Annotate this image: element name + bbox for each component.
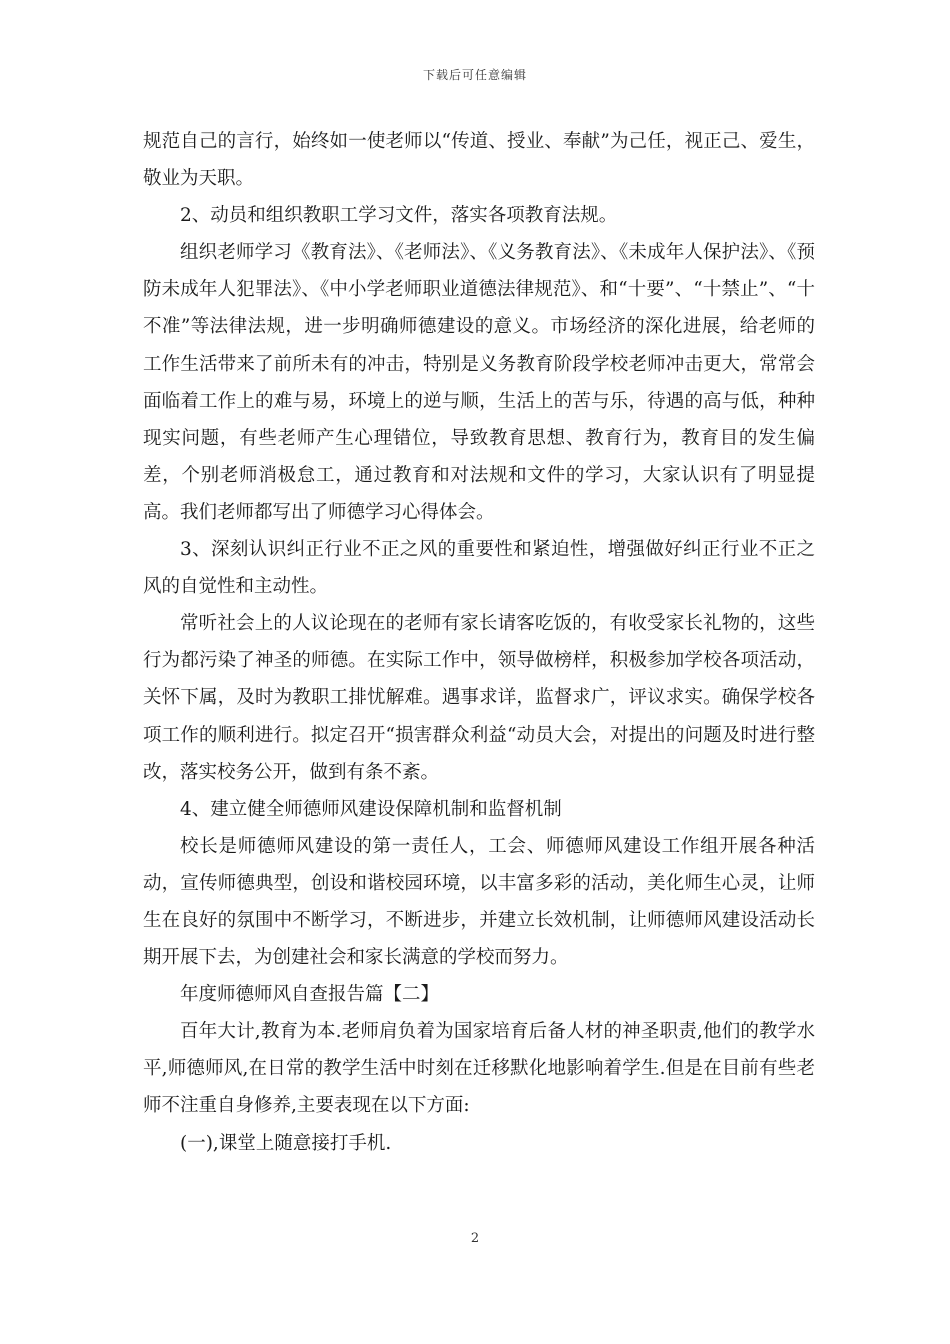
paragraph: 规范自己的言行，始终如一使老师以“传道、授业、奉献”为己任，视正己、爱生，敬业为天职。 xyxy=(143,131,815,190)
paragraph: (一),课堂上随意接打手机. xyxy=(180,1132,392,1154)
page-header: 下载后可任意编辑 xyxy=(422,68,527,82)
paragraph: 4、建立健全师德师风建设保障机制和监督机制 xyxy=(180,798,562,820)
page-number: 2 xyxy=(470,1231,480,1246)
paragraph: 常听社会上的人议论现在的老师有家长请客吃饭的，有收受家长礼物的，这些行为都污染了神圣的师德。在实际工作中，领导做榜样，积极参加学校各项活动，关怀下属，及时为教职工排忧解难。遇事求详，监督求广，评议求实。确保学校各项工作的顺利进行。拟定召开“损害群众利益“动员大会，对提出的问题及时进行整改，落实校务公开，做到有条不紊。 xyxy=(143,613,815,783)
paragraph: 2、动员和组织教职工学习文件，落实各项教育法规。 xyxy=(180,205,618,227)
paragraph: 3、深刻认识纠正行业不正之风的重要性和紧迫性，增强做好纠正行业不正之风的自觉性和主动性。 xyxy=(143,539,815,598)
section-heading: 年度师德师风自查报告篇【二】 xyxy=(180,984,440,1006)
paragraph: 组织老师学习《教育法》、《老师法》、《义务教育法》、《未成年人保护法》、《预防未成年人犯罪法》、《中小学老师职业道德法律规范》、和“十要”、“十禁止”、“十不准”等法律法规，进一步明确师德建设的意义。市场经济的深化进展，给老师的工作生活带来了前所未有的冲击，特别是义务教育阶段学校老师冲击更大，常常会面临着工作上的难与易，环境上的逆与顺，生活上的苦与乐，待遇的高与低，种种现实问题，有些老师产生心理错位，导致教育思想、教育行为，教育目的发生偏差，个别老师消极怠工，通过教育和对法规和文件的学习，大家认识有了明显提高。我们老师都写出了师德学习心得体会。 xyxy=(143,242,815,523)
paragraph: 百年大计,教育为本.老师肩负着为国家培育后备人材的神圣职责,他们的教学水平,师德师风,在日常的教学生活中时刻在迁移默化地影响着学生.但是在目前有些老师不注重自身修养,主要表现在以下方面: xyxy=(143,1021,815,1117)
paragraph: 校长是师德师风建设的第一责任人，工会、师德师风建设工作组开展各种活动，宣传师德典型，创设和谐校园环境，以丰富多彩的活动，美化师生心灵，让师生在良好的氛围中不断学习，不断进步，并建立长效机制，让师德师风建设活动长期开展下去，为创建社会和家长满意的学校而努力。 xyxy=(143,835,815,969)
document-body xyxy=(143,123,815,1162)
